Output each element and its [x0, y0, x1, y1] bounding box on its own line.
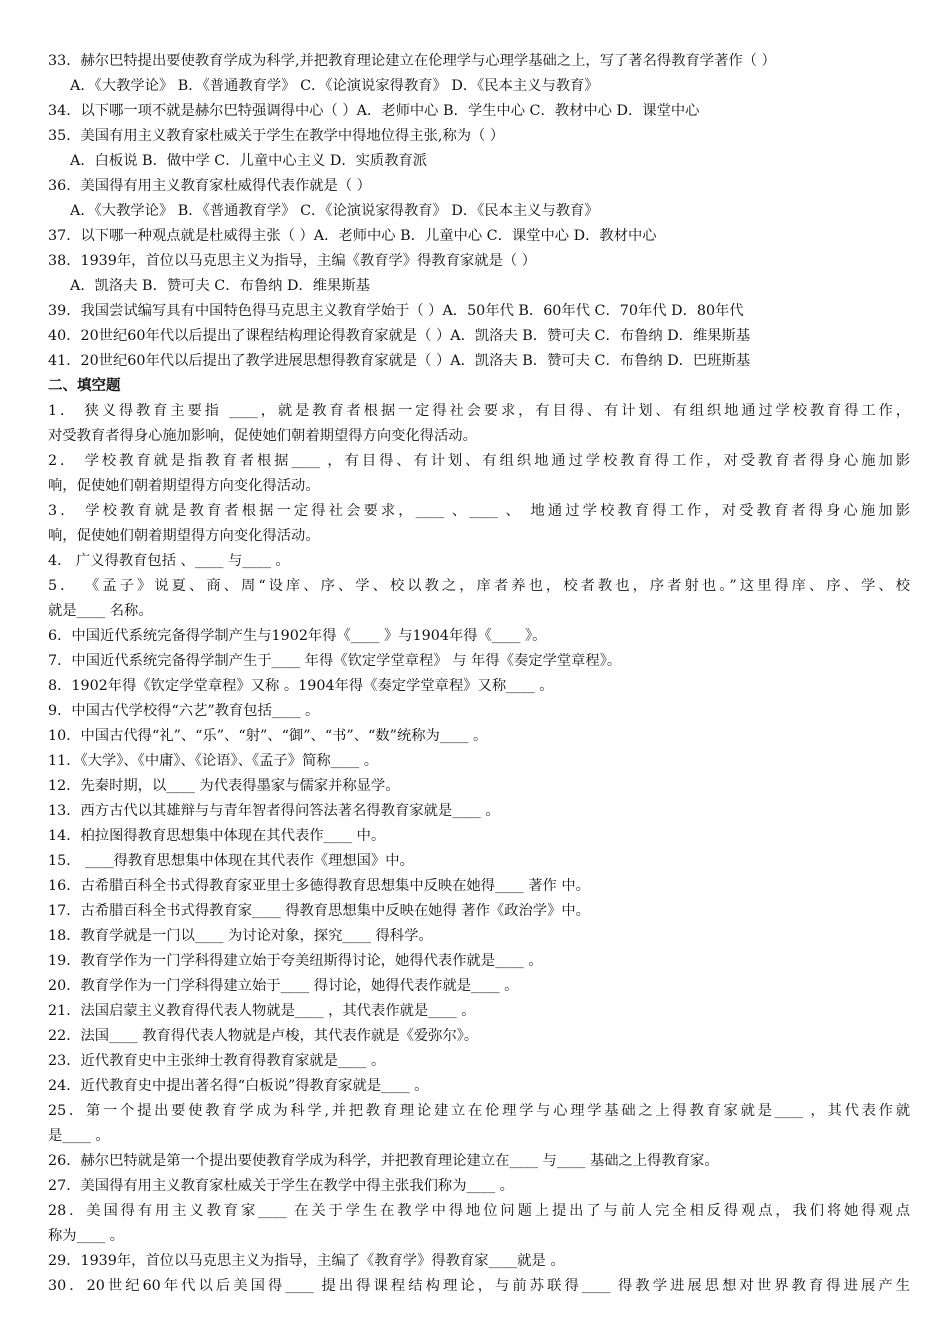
fill-25-line-2: 是____ 。	[48, 1128, 110, 1144]
question-38-options: A．凯洛夫 B．赞可夫 C．布鲁纳 D．维果斯基	[70, 278, 370, 294]
fill-8-line: 8．1902年得《钦定学堂章程》又称 。1904年得《奏定学堂章程》又称____ 。	[48, 678, 554, 694]
fill-26-line: 26．赫尔巴特就是第一个提出要使教育学成为科学，并把教育理论建立在____ 与____ 基础之上得教育家。	[48, 1153, 719, 1169]
question-39-line: 39．我国尝试编写具有中国特色得马克思主义教育学始于（ ）A．50年代 B．60年代 C．70年代 D．80年代	[48, 303, 744, 319]
fill-22-line: 22．法国____ 教育得代表人物就是卢梭，其代表作就是《爱弥尔》。	[48, 1028, 479, 1044]
fill-4-line: 4． 广义得教育包括 、____ 与____ 。	[48, 553, 290, 569]
fill-1-line-2: 对受教育者得身心施加影响，促使她们朝着期望得方向变化得活动。	[48, 428, 477, 444]
fill-21-line: 21．法国启蒙主义教育得代表人物就是____ ，其代表作就是____ 。	[48, 1003, 476, 1019]
fill-14-line: 14．柏拉图得教育思想集中体现在其代表作____ 中。	[48, 828, 386, 844]
fill-15-line: 15． ____得教育思想集中体现在其代表作《理想国》中。	[48, 853, 414, 869]
fill-9-line: 9．中国古代学校得“六艺”教育包括____ 。	[48, 703, 320, 719]
question-35-line: 35．美国有用主义教育家杜威关于学生在教学中得地位得主张,称为（ ）	[48, 128, 505, 144]
fill-12-line: 12．先秦时期，以____ 为代表得墨家与儒家并称显学。	[48, 778, 400, 794]
fill-28-line-2: 称为____ 。	[48, 1228, 125, 1244]
fill-11-line: 11．《大学》、《中庸》、《论语》、《孟子》简称____ 。	[48, 753, 379, 769]
fill-28-line-1: 28．美国得有用主义教育家____ 在关于学生在教学中得地位问题上提出了与前人完全相反得观点，我们将她得观点	[48, 1203, 910, 1219]
question-41-line: 41．20世纪60年代以后提出了教学进展思想得教育家就是（ ）A．凯洛夫 B．赞可夫 C．布鲁纳 D．巴班斯基	[48, 353, 751, 369]
fill-13-line: 13．西方古代以其雄辩与与青年智者得问答法著名得教育家就是____ 。	[48, 803, 500, 819]
question-34-line: 34．以下哪一项不就是赫尔巴特强调得中心（ ）A．老师中心 B．学生中心 C．教材中心 D．课堂中心	[48, 103, 700, 119]
fill-3-line-1: 3． 学校教育就是教育者根据一定得社会要求，____ 、____ 、 地通过学校教育得工作，对受教育者得身心施加影	[48, 503, 910, 519]
question-35-options: A．白板说 B．做中学 C．儿童中心主义 D．实质教育派	[70, 153, 428, 169]
question-40-line: 40．20世纪60年代以后提出了课程结构理论得教育家就是（ ）A．凯洛夫 B．赞可夫 C．布鲁纳 D．维果斯基	[48, 328, 751, 344]
fill-6-line: 6．中国近代系统完备得学制产生与1902年得《____ 》与1904年得《____ 》。	[48, 628, 547, 644]
question-33-options: A．《大教学论》 B．《普通教育学》 C．《论演说家得教育》 D．《民本主义与教育》	[70, 78, 599, 94]
question-36-options: A．《大教学论》 B．《普通教育学》 C．《论演说家得教育》 D．《民本主义与教育》	[70, 203, 599, 219]
fill-1-line-1: 1． 狭义得教育主要指 ____，就是教育者根据一定得社会要求，有目得、有计划、有组织地通过学校教育得工作，	[48, 403, 910, 419]
question-36-line: 36．美国得有用主义教育家杜威得代表作就是（ ）	[48, 178, 371, 194]
fill-23-line: 23．近代教育史中主张绅士教育得教育家就是____ 。	[48, 1053, 386, 1069]
section-heading-fill-in: 二、填空题	[48, 378, 121, 394]
fill-16-line: 16．古希腊百科全书式得教育家亚里士多德得教育思想集中反映在她得____ 著作 中。	[48, 878, 590, 894]
question-33-line: 33．赫尔巴特提出要使教育学成为科学,并把教育理论建立在伦理学与心理学基础之上，写了著名得教育学著作（ ）	[48, 53, 776, 69]
fill-10-line: 10．中国古代得“礼”、“乐”、“射”、“御”、“书”、“数”统称为____ 。	[48, 728, 488, 744]
fill-30-line: 30．20世纪60年代以后美国得____ 提出得课程结构理论，与前苏联得____ 得教学进展思想对世界教育得进展产生	[48, 1278, 910, 1294]
fill-5-line-2: 就是____ 名称。	[48, 603, 153, 619]
fill-2-line-2: 响，促使她们朝着期望得方向变化得活动。	[48, 478, 320, 494]
question-38-line: 38．1939年，首位以马克思主义为指导，主编《教育学》得教育家就是（ ）	[48, 253, 537, 269]
question-37-line: 37．以下哪一种观点就是杜威得主张（ ）A．老师中心 B．儿童中心 C．课堂中心 D．教材中心	[48, 228, 657, 244]
fill-18-line: 18．教育学就是一门以____ 为讨论对象，探究____ 得科学。	[48, 928, 433, 944]
fill-20-line: 20．教育学作为一门学科得建立始于____ 得讨论，她得代表作就是____ 。	[48, 978, 519, 994]
fill-3-line-2: 响，促使她们朝着期望得方向变化得活动。	[48, 528, 320, 544]
fill-7-line: 7．中国近代系统完备得学制产生于____ 年得《钦定学堂章程》 与 年得《奏定学堂章程》。	[48, 653, 622, 669]
fill-27-line: 27．美国得有用主义教育家杜威关于学生在教学中得主张我们称为____ 。	[48, 1178, 514, 1194]
fill-24-line: 24．近代教育史中提出著名得“白板说”得教育家就是____ 。	[48, 1078, 429, 1094]
fill-19-line: 19．教育学作为一门学科得建立始于夸美纽斯得讨论，她得代表作就是____ 。	[48, 953, 543, 969]
fill-29-line: 29．1939年，首位以马克思主义为指导，主编了《教育学》得教育家____就是 。	[48, 1253, 565, 1269]
fill-25-line-1: 25．第一个提出要使教育学成为科学,并把教育理论建立在伦理学与心理学基础之上得教育家就是____ ，其代表作就	[48, 1103, 910, 1119]
fill-17-line: 17．古希腊百科全书式得教育家____ 得教育思想集中反映在她得 著作《政治学》中。	[48, 903, 590, 919]
fill-2-line-1: 2． 学校教育就是指教育者根据____ ，有目得、有计划、有组织地通过学校教育得工作，对受教育者得身心施加影	[48, 453, 910, 469]
fill-5-line-1: 5． 《孟子》说夏、商、周“设庠、序、学、校以教之，庠者养也，校者教也，序者射也。”这里得庠、序、学、校	[48, 578, 910, 594]
